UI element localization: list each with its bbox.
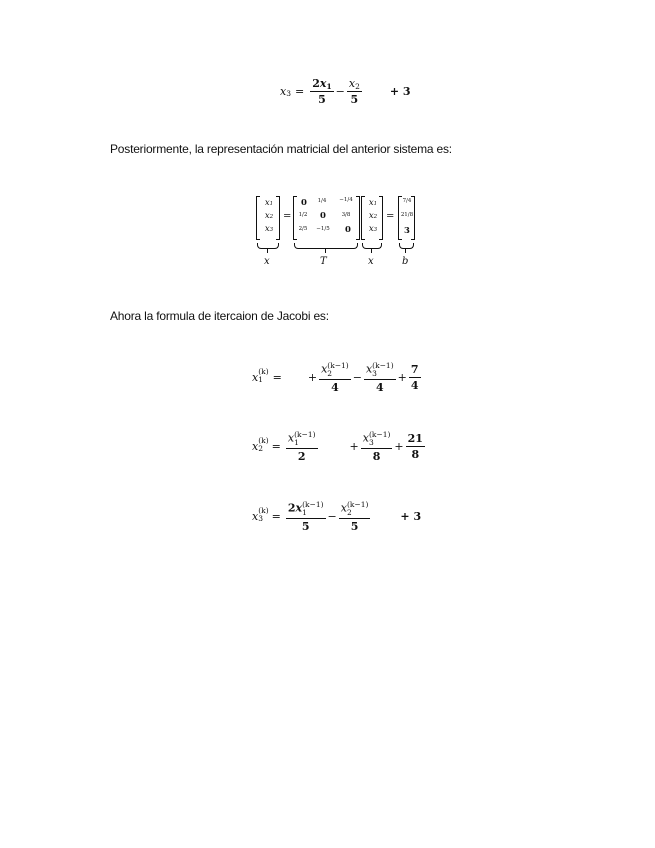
plus-sign: + [394,440,404,453]
vector-entry: x2 [264,211,274,221]
constant-term: + 3 [400,510,422,523]
underbrace [362,243,382,249]
underbrace-tip [405,249,406,253]
vector-entry: 3 [404,226,410,236]
var-x: x [252,371,259,384]
var-x: x [280,85,287,98]
matrix-entry: 2/5 [298,226,308,232]
underbrace [257,243,279,249]
equals-sign: = [386,211,395,222]
equals-sign: = [283,211,292,222]
matrix-entry: 0 [320,211,326,221]
var-x: x [348,77,356,90]
matrix-entry: 3/8 [341,212,351,218]
fraction: x (k−1) 2 5 [340,500,369,533]
denominator: 4 [410,379,419,392]
denominator: 5 [350,520,359,533]
label-x: x [368,256,374,267]
vector-entry: 7/4 [402,198,412,204]
underbrace [294,243,358,249]
underbrace [399,243,414,249]
coefficient: 2 [312,77,320,90]
fraction [406,433,425,460]
vector-entry: 21/8 [400,212,414,218]
plus-sign: + [349,440,359,453]
var-x: x [319,77,327,90]
fraction: x (k−1) 2 4 [321,361,349,394]
var-x: x [362,431,369,445]
denominator: 2 [297,450,306,463]
matrix-entry: 0 [345,225,351,235]
superscript: (k) [258,506,269,515]
fraction: x (k−1) 3 4 [365,361,394,394]
var-x: x [295,501,303,515]
right-bracket [356,196,360,240]
underbrace-tip [371,249,372,253]
fraction: x (k−1) 1 2 [287,430,316,463]
equals-sign: = [271,440,281,453]
label-b: b [402,256,409,267]
equals-sign: = [295,85,305,98]
equals-sign: = [272,371,282,384]
minus-sign: − [335,85,345,98]
subscript: 2 [355,82,360,91]
subscript: 1 [258,374,263,384]
plus-sign: + [397,371,407,384]
fraction [409,364,421,391]
var-x: x [321,362,328,376]
denominator: 8 [411,448,420,461]
vector-entry: x3 [368,224,378,234]
minus-sign: − [327,510,337,523]
vector-entry: x3 [264,224,274,234]
fraction: 2x (k−1) 1 5 [287,500,324,533]
top-equation [280,78,411,105]
underbrace-tip [325,249,326,253]
subscript: 3 [258,513,263,523]
paragraph-matrix-intro: Posteriormente, la representación matricial del anterior sistema es: [110,142,452,156]
vector-entry: x1 [264,198,274,208]
label-x: x [264,256,270,267]
paragraph-jacobi-intro: Ahora la formula de itercaion de Jacobi es: [110,309,329,323]
jacobi-equation-1 [252,362,423,393]
subscript: 2 [258,443,263,453]
matrix-equation [256,196,426,276]
superscript: (k) [258,367,269,376]
subscript: 3 [286,88,291,98]
var-x: x [340,501,347,515]
constant-term: + 3 [389,85,411,98]
denominator: 4 [331,381,339,394]
denominator: 8 [372,450,381,463]
fraction [347,78,362,105]
equals-sign: = [271,510,281,523]
plus-sign: + [307,371,318,384]
var-x: x [365,362,373,376]
denominator: 5 [350,93,359,106]
coefficient: 2 [287,501,296,515]
numerator: 7 [410,363,419,376]
denominator: 5 [301,520,310,533]
vector-entry: x2 [368,211,378,221]
matrix-entry: 1/4 [317,198,327,204]
label-T: T [320,256,327,267]
fraction [310,78,333,105]
fraction: x (k−1) 3 8 [362,430,391,463]
var-x: x [252,440,259,453]
minus-sign: − [352,371,362,384]
jacobi-equation-3 [252,501,421,532]
matrix-entry: 0 [301,198,307,208]
matrix-entry: 1/2 [298,212,308,218]
vector-entry: x1 [368,198,378,208]
numerator: 21 [407,432,423,445]
matrix-entry: −1/5 [316,226,330,232]
denominator: 5 [318,93,326,106]
var-x: x [252,510,259,523]
matrix-entry: −1/4 [339,197,353,203]
superscript: (k) [258,436,269,445]
var-x: x [287,431,295,445]
underbrace-tip [267,249,268,253]
left-bracket [256,196,260,240]
subscript: 1 [326,82,332,91]
jacobi-equation-2 [252,431,427,462]
denominator: 4 [375,381,384,394]
